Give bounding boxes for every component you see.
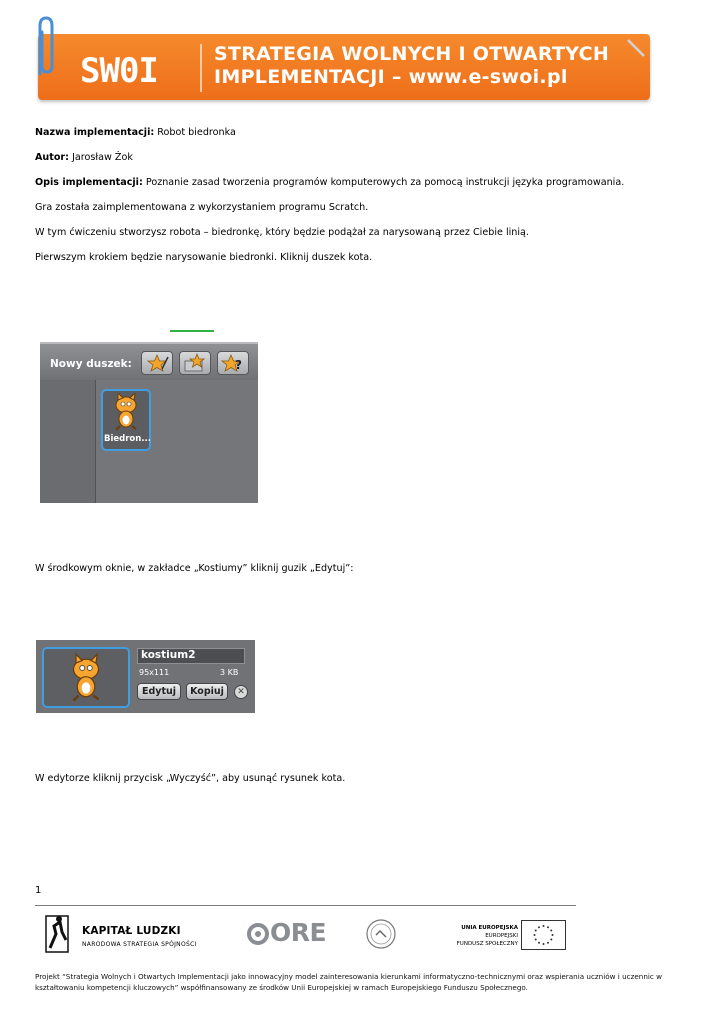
paragraph: W środkowym oknie, w zakładce „Kostiumy” kliknij guzik „Edytuj”: — [35, 563, 354, 574]
kapital-ludzki-subtitle: NARODOWA STRATEGIA SPÓJNOŚCI — [82, 941, 197, 948]
new-sprite-label: Nowy duszek: — [50, 358, 132, 370]
paragraph: Pierwszym krokiem będzie narysowanie biedronki. Kliknij duszek kota. — [35, 252, 373, 263]
paperclip-icon — [30, 14, 58, 84]
pin-icon — [624, 36, 648, 60]
description — [35, 177, 624, 188]
sprite-name-label: Biedron... — [104, 434, 152, 444]
eu-line3: FUNDUSZ SPOŁECZNY — [456, 941, 518, 947]
banner-logo: SW0I — [80, 51, 158, 91]
implementation-name-value: Robot biedronka — [157, 127, 236, 138]
description-value: Poznanie zasad tworzenia programów komputerowych za pomocą instrukcji języka programowania. — [145, 177, 625, 188]
paragraph: W tym ćwiczeniu stworzysz robota – biedronkę, który będzie podążał za narysowaną przez Ciebie linią. — [35, 227, 529, 238]
cat-icon — [66, 653, 106, 703]
sprite-panel-screenshot — [40, 330, 258, 503]
page-number: 1 — [35, 885, 42, 896]
implementation-name — [35, 127, 236, 138]
copy-button[interactable]: Kopiuj — [186, 683, 228, 700]
ore-logo-text: ORE — [270, 918, 327, 947]
paragraph: Gra została zaimplementowana z wykorzystaniem programu Scratch. — [35, 202, 369, 213]
costume-name: kostium2 — [141, 649, 196, 661]
ore-logo-icon — [246, 922, 270, 946]
costume-thumbnail[interactable] — [42, 647, 130, 708]
author-value: Jarosław Żok — [72, 152, 133, 163]
costume-file-size: 3 KB — [220, 668, 239, 677]
kapital-ludzki-emblem-icon — [44, 912, 72, 958]
banner-title-line2: IMPLEMENTACJI – www.e-swoi.pl — [214, 66, 568, 88]
paragraph: W edytorze kliknij przycisk „Wyczyść”, aby usunąć rysunek kota. — [35, 773, 346, 784]
description-label: Opis implementacji: — [35, 177, 143, 188]
eu-line1: UNIA EUROPEJSKA — [461, 925, 518, 931]
choose-sprite-button[interactable] — [179, 351, 211, 375]
paint-star-icon — [142, 352, 172, 374]
banner-title-line1: STRATEGIA WOLNYCH I OTWARTYCH — [214, 43, 610, 65]
folder-star-icon — [180, 352, 210, 374]
banner-divider — [200, 44, 202, 92]
footer-divider — [35, 905, 576, 906]
stage-column — [40, 380, 96, 503]
random-sprite-button[interactable] — [217, 351, 249, 375]
kapital-ludzki-title: KAPITAŁ LUDZKI — [82, 925, 181, 937]
eu-line2: EUROPEJSKI — [485, 933, 518, 939]
footer-project-text: Projekt “Strategia Wolnych i Otwartych Implementacji jako innowacyjny model zainteresowania kierunkami informatyczno-technicznymi oraz wspierania uczniów i uczennic w kształtowaniu kompetencji kluczowych” współfinansowany ze środków Unii Europejskiej w ramach Europejskiego Funduszu Społecznego. — [35, 972, 662, 992]
paint-sprite-button[interactable] — [141, 351, 173, 375]
author-label: Autor: — [35, 152, 69, 163]
costume-panel-screenshot — [36, 640, 255, 713]
implementation-name-label: Nazwa implementacji: — [35, 127, 155, 138]
svg-text:?: ? — [235, 358, 242, 372]
eu-flag-icon — [521, 920, 566, 950]
seal-icon — [365, 918, 397, 950]
edit-button[interactable]: Edytuj — [137, 683, 181, 700]
surprise-star-icon — [218, 352, 248, 374]
delete-icon[interactable]: ✕ — [234, 685, 248, 699]
green-indicator — [170, 330, 214, 332]
author — [35, 152, 133, 163]
cat-icon — [110, 393, 142, 431]
eu-logo-text — [448, 924, 518, 948]
costume-dimensions: 95x111 — [139, 668, 170, 677]
